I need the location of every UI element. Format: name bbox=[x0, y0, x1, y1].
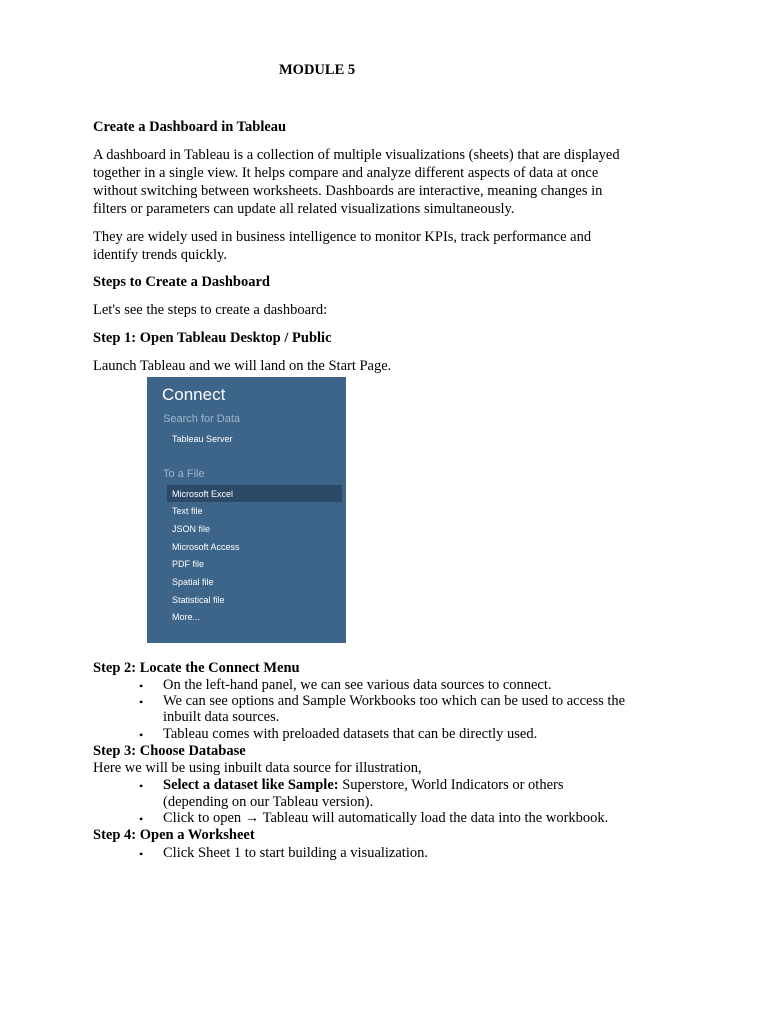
file-item-json: JSON file bbox=[172, 524, 211, 534]
file-item-more: More... bbox=[172, 612, 201, 622]
file-item-statistical: Statistical file bbox=[172, 595, 225, 605]
step1-title: Step 1: Open Tableau Desktop / Public bbox=[93, 330, 332, 346]
file-item-pdf: PDF file bbox=[172, 559, 205, 569]
tableau-server-item: Tableau Server bbox=[172, 434, 233, 444]
intro-line: together in a single view. It helps compare and analyze different aspects of data at once bbox=[93, 165, 599, 181]
list-item: Click Sheet 1 to start building a visualization. bbox=[163, 845, 428, 861]
list-item bbox=[163, 776, 563, 794]
list-item: Click to open → Tableau will automatically load the data into the workbook. bbox=[163, 810, 609, 826]
step1-text: Launch Tableau and we will land on the Start Page. bbox=[93, 358, 392, 374]
file-item-access: Microsoft Access bbox=[172, 542, 240, 552]
step2-title: Step 2: Locate the Connect Menu bbox=[93, 660, 300, 676]
search-for-data-link: Search for Data bbox=[163, 413, 241, 425]
list-item-continuation: (depending on our Tableau version). bbox=[163, 794, 374, 810]
bullet-icon: • bbox=[139, 679, 144, 693]
step3-intro: Here we will be using inbuilt data source for illustration, bbox=[93, 760, 422, 776]
file-item-spatial: Spatial file bbox=[172, 577, 214, 587]
step3-title: Step 3: Choose Database bbox=[93, 743, 246, 759]
dataset-options: Superstore, World Indicators or others bbox=[338, 777, 564, 793]
usage-paragraph bbox=[93, 228, 591, 264]
intro-line: filters or parameters can update all related visualizations simultaneously. bbox=[93, 201, 515, 217]
bullet-icon: • bbox=[139, 779, 144, 793]
list-item: We can see options and Sample Workbooks too which can be used to access the bbox=[163, 693, 626, 709]
file-item-excel: Microsoft Excel bbox=[172, 489, 234, 499]
module-title: MODULE 5 bbox=[279, 62, 356, 78]
bullet-icon: • bbox=[139, 728, 144, 742]
section-heading: Create a Dashboard in Tableau bbox=[93, 119, 287, 135]
steps-intro: Let's see the steps to create a dashboard: bbox=[93, 302, 328, 318]
list-item: Tableau comes with preloaded datasets that can be directly used. bbox=[163, 726, 538, 742]
file-item-text: Text file bbox=[172, 506, 203, 516]
dataset-label: Select a dataset like Sample: bbox=[163, 777, 339, 793]
connect-title: Connect bbox=[162, 385, 226, 404]
intro-paragraph bbox=[93, 146, 620, 218]
intro-line: without switching between worksheets. Dashboards are interactive, meaning changes in bbox=[93, 183, 603, 199]
to-a-file-section: To a File bbox=[163, 468, 205, 480]
intro-line: A dashboard in Tableau is a collection of multiple visualizations (sheets) that are displayed bbox=[93, 147, 620, 163]
list-item-continuation: inbuilt data sources. bbox=[163, 709, 280, 725]
steps-heading: Steps to Create a Dashboard bbox=[93, 274, 270, 290]
list-item: On the left-hand panel, we can see various data sources to connect. bbox=[163, 677, 552, 693]
connect-panel-screenshot bbox=[147, 377, 346, 643]
bullet-icon: • bbox=[139, 695, 144, 709]
usage-line: They are widely used in business intelligence to monitor KPIs, track performance and bbox=[93, 229, 592, 245]
usage-line: identify trends quickly. bbox=[93, 247, 227, 263]
bullet-icon: • bbox=[139, 847, 144, 861]
bullet-icon: • bbox=[139, 812, 144, 826]
step4-title: Step 4: Open a Worksheet bbox=[93, 827, 255, 843]
